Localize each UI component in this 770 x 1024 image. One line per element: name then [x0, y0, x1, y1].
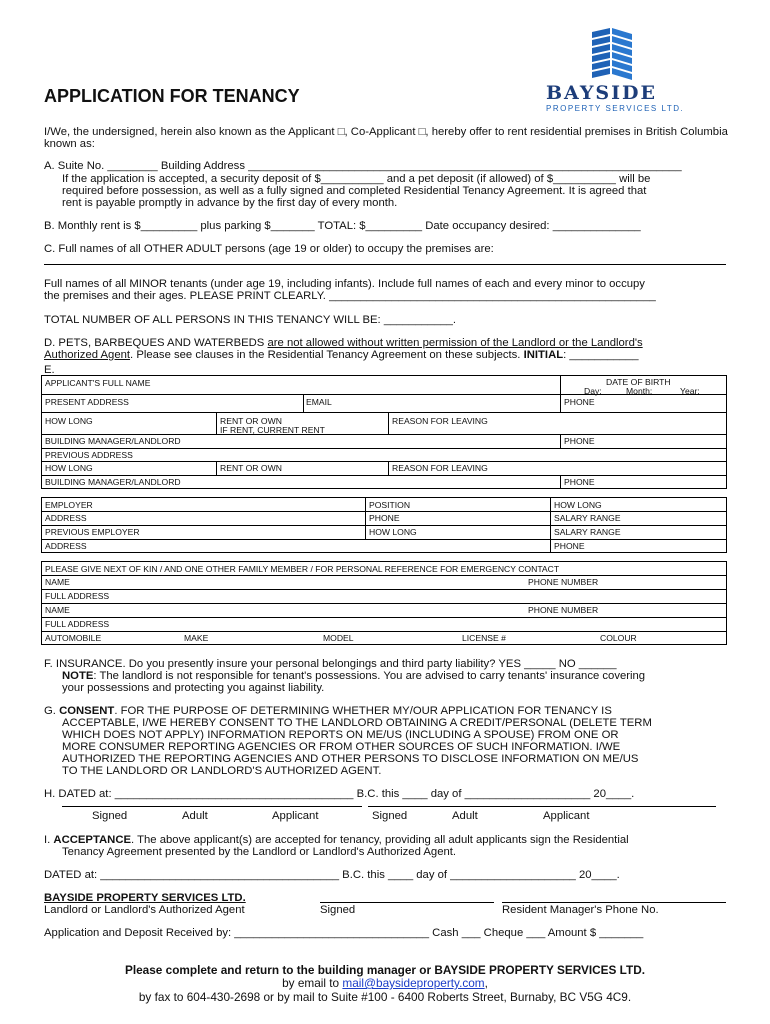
applicant-table: [41, 375, 727, 489]
total-persons: TOTAL NUMBER OF ALL PERSONS IN THIS TENANCY WILL BE: ___________.: [44, 314, 457, 326]
contact2-address-field[interactable]: FULL ADDRESS: [45, 619, 110, 629]
section-f-line3: your possessions and protecting you against liability.: [62, 682, 325, 694]
employer-field[interactable]: EMPLOYER: [45, 500, 93, 510]
salary-range-field[interactable]: SALARY RANGE: [554, 513, 621, 523]
model-field[interactable]: MODEL: [323, 633, 354, 643]
section-f-line2: [62, 670, 645, 682]
h-signed-2: Signed: [372, 810, 408, 822]
section-d-d: . Please see clauses in the Residential Tenancy Agreement on these subjects.: [130, 349, 524, 361]
building-manager-field[interactable]: BUILDING MANAGER/LANDLORD: [45, 436, 181, 446]
section-d-line1: [44, 337, 643, 349]
footer-line3: by fax to 604-430-2698 or by mail to Suite #100 - 6400 Roberts Street, Burnaby, BC V5G 4C9.: [138, 990, 632, 1004]
footer-line1: Please complete and return to the building manager or BAYSIDE PROPERTY SERVICES LTD.: [124, 963, 646, 977]
landlord-agent-label: Landlord or Landlord's Authorized Agent: [44, 904, 245, 916]
section-a-line1: A. Suite No. ________ Building Address _____________________________________________________________________: [44, 160, 682, 172]
contact1-phone-field[interactable]: PHONE NUMBER: [528, 577, 599, 587]
section-a-line2: If the application is accepted, a security deposit of $__________ and a pet deposit (if allowed) of $__________ will be: [62, 173, 651, 185]
section-h-dated: H. DATED at: ______________________________________ B.C. this ____ day of ____________________ 20____.: [44, 788, 635, 800]
employer-phone-field[interactable]: PHONE: [369, 513, 400, 523]
intro-text: I/We, the undersigned, herein also known as the Applicant □, Co-Applicant □, hereby offer to rent residential premises in British Columbia known as:: [44, 126, 728, 150]
company-logo: [540, 28, 720, 118]
minor-line1: Full names of all MINOR tenants (under age 19, including infants). Include full names of each and every minor to occupy: [44, 278, 645, 290]
section-d-line2: [44, 349, 639, 361]
contact1-name-field[interactable]: NAME: [45, 577, 70, 587]
note-label: NOTE: [62, 670, 94, 682]
h-applicant-2: Applicant: [543, 810, 590, 822]
section-d-f: : ___________: [563, 349, 639, 361]
previous-address-field[interactable]: PREVIOUS ADDRESS: [45, 450, 133, 460]
section-b: B. Monthly rent is $_________ plus parking $_______ TOTAL: $_________ Date occupancy desired: ______________: [44, 220, 641, 232]
previous-employer-field[interactable]: PREVIOUS EMPLOYER: [45, 527, 140, 537]
email-link[interactable]: mail@baysideproperty.com: [342, 976, 485, 990]
section-e: E.: [44, 364, 55, 376]
manager-phone-line[interactable]: [502, 902, 726, 903]
prev-employer-address-field[interactable]: ADDRESS: [45, 541, 87, 551]
contact2-phone-field[interactable]: PHONE NUMBER: [528, 605, 599, 615]
rent-or-own-field[interactable]: RENT OR OWN: [220, 416, 282, 426]
automobile-field[interactable]: AUTOMOBILE: [45, 633, 102, 643]
section-c: C. Full names of all OTHER ADULT persons (age 19 or older) to occupy the premises are:: [44, 243, 494, 255]
employment-table: [41, 497, 727, 553]
h-adult-2: Adult: [452, 810, 478, 822]
section-d-b: are not allowed without written permission of the Landlord or the Landlord's: [267, 337, 643, 349]
license-field[interactable]: LICENSE #: [462, 633, 506, 643]
how-long-field[interactable]: HOW LONG: [45, 416, 93, 426]
section-i-letter: I.: [44, 834, 54, 846]
consent-text-6: TO THE LANDLORD OR LANDLORD'S AUTHORIZED AGENT.: [62, 765, 382, 777]
page-title: APPLICATION FOR TENANCY: [44, 86, 300, 106]
dob-day[interactable]: Day:: [584, 386, 602, 396]
prev-how-long-field[interactable]: HOW LONG: [45, 463, 93, 473]
applicant-name-field[interactable]: APPLICANT'S FULL NAME: [45, 378, 151, 388]
h-adult-1: Adult: [182, 810, 208, 822]
received-by-line: Application and Deposit Received by: _______________________________ Cash ___ Cheque ___ Amount $ _______: [44, 927, 644, 939]
acceptance-text-2: Tenancy Agreement presented by the Landlord or Landlord's Authorized Agent.: [62, 846, 457, 858]
consent-text-3: WHICH DOES NOT APPLY) INFORMATION REPORTS ON ME/US (INCLUDING A SPOUSE) FROM ONE OR: [62, 729, 619, 741]
section-g-line1: [44, 705, 612, 717]
prev-employer-phone-field[interactable]: PHONE: [554, 541, 585, 551]
section-f-line1: F. INSURANCE. Do you presently insure your personal belongings and third party liability? YES _____ NO ______: [44, 658, 617, 670]
logo-name: BAYSIDE: [546, 82, 657, 104]
section-i-line1: [44, 834, 629, 846]
prev-manager-field[interactable]: BUILDING MANAGER/LANDLORD: [45, 477, 181, 487]
present-address-field[interactable]: PRESENT ADDRESS: [45, 397, 129, 407]
h-applicant-1: Applicant: [272, 810, 319, 822]
consent-text-1: . FOR THE PURPOSE OF DETERMINING WHETHER MY/OUR APPLICATION FOR TENANCY IS: [114, 705, 612, 717]
employer-address-field[interactable]: ADDRESS: [45, 513, 87, 523]
prev-manager-phone-field[interactable]: PHONE: [564, 477, 595, 487]
signature-line-1[interactable]: [62, 806, 362, 807]
minor-line2: the premises and their ages. PLEASE PRINT CLEARLY. ____________________________________________________: [44, 290, 656, 302]
logo-subtitle: PROPERTY SERVICES LTD.: [546, 104, 685, 113]
make-field[interactable]: MAKE: [184, 633, 209, 643]
contact1-address-field[interactable]: FULL ADDRESS: [45, 591, 110, 601]
footer-line2: [0, 976, 770, 990]
colour-field[interactable]: COLOUR: [600, 633, 637, 643]
landlord-signature-line[interactable]: [320, 902, 494, 903]
signature-line-2[interactable]: [368, 806, 716, 807]
current-rent-field[interactable]: IF RENT, CURRENT RENT: [220, 425, 325, 435]
email-field[interactable]: EMAIL: [306, 397, 332, 407]
section-d-e: INITIAL: [523, 349, 564, 361]
consent-text-5: AUTHORIZED THE REPORTING AGENCIES AND OTHER PERSONS TO DISCLOSE INFORMATION ON ME/US: [62, 753, 639, 765]
position-field[interactable]: POSITION: [369, 500, 411, 510]
phone-field[interactable]: PHONE: [564, 397, 595, 407]
h-signed-1: Signed: [92, 810, 128, 822]
footer-comma: ,: [484, 976, 488, 990]
employer-how-long-field[interactable]: HOW LONG: [554, 500, 602, 510]
prev-reason-leaving-field[interactable]: REASON FOR LEAVING: [392, 463, 488, 473]
company-name-signature: BAYSIDE PROPERTY SERVICES LTD.: [44, 892, 246, 904]
reason-leaving-field[interactable]: REASON FOR LEAVING: [392, 416, 488, 426]
dated-line-2: DATED at: ______________________________________ B.C. this ____ day of ____________________ 20____.: [44, 869, 620, 881]
footer-email-prefix: by email to: [282, 976, 343, 990]
landlord-signed-label: Signed: [320, 904, 356, 916]
section-a-line4: rent is payable promptly in advance by the first day of every month.: [62, 197, 398, 209]
note-text: : The landlord is not responsible for tenant's possessions. You are advised to carry tenants' insurance covering: [93, 670, 646, 682]
section-d-a: D. PETS, BARBEQUES AND WATERBEDS: [44, 337, 268, 349]
emergency-contact-header: PLEASE GIVE NEXT OF KIN / AND ONE OTHER FAMILY MEMBER / FOR PERSONAL REFERENCE FOR EMERGENCY CONTACT: [45, 564, 560, 574]
consent-text-2: ACCEPTABLE, I/WE HEREBY CONSENT TO THE LANDLORD OBTAINING A CREDIT/PERSONAL (DELETE TERM: [62, 717, 652, 729]
manager-phone-label: Resident Manager's Phone No.: [502, 904, 659, 916]
dob-label: DATE OF BIRTH: [606, 377, 671, 387]
prev-rent-or-own-field[interactable]: RENT OR OWN: [220, 463, 282, 473]
acceptance-label: ACCEPTANCE: [53, 834, 132, 846]
prev-employer-how-long-field[interactable]: HOW LONG: [369, 527, 417, 537]
consent-label: CONSENT: [59, 705, 115, 717]
emergency-contact-table: [41, 561, 727, 645]
section-a-line3: required before possession, as well as a fully signed and completed Residential Tenancy Agreement. It is agreed that: [62, 185, 647, 197]
dob-year[interactable]: Year:: [680, 386, 700, 396]
manager-phone-field[interactable]: PHONE: [564, 436, 595, 446]
building-logo-icon: [588, 28, 638, 88]
consent-text-4: MORE CONSUMER REPORTING AGENCIES OR FROM OTHER SOURCES OF SUCH INFORMATION. I/WE: [62, 741, 621, 753]
section-g-letter: G.: [44, 705, 60, 717]
adult-names-line[interactable]: [44, 264, 726, 265]
contact2-name-field[interactable]: NAME: [45, 605, 70, 615]
prev-salary-range-field[interactable]: SALARY RANGE: [554, 527, 621, 537]
dob-month[interactable]: Month:: [626, 386, 653, 396]
acceptance-text-1: . The above applicant(s) are accepted for tenancy, providing all adult applicants sign the Residential: [131, 834, 629, 846]
section-d-c: Authorized Agent: [44, 349, 131, 361]
